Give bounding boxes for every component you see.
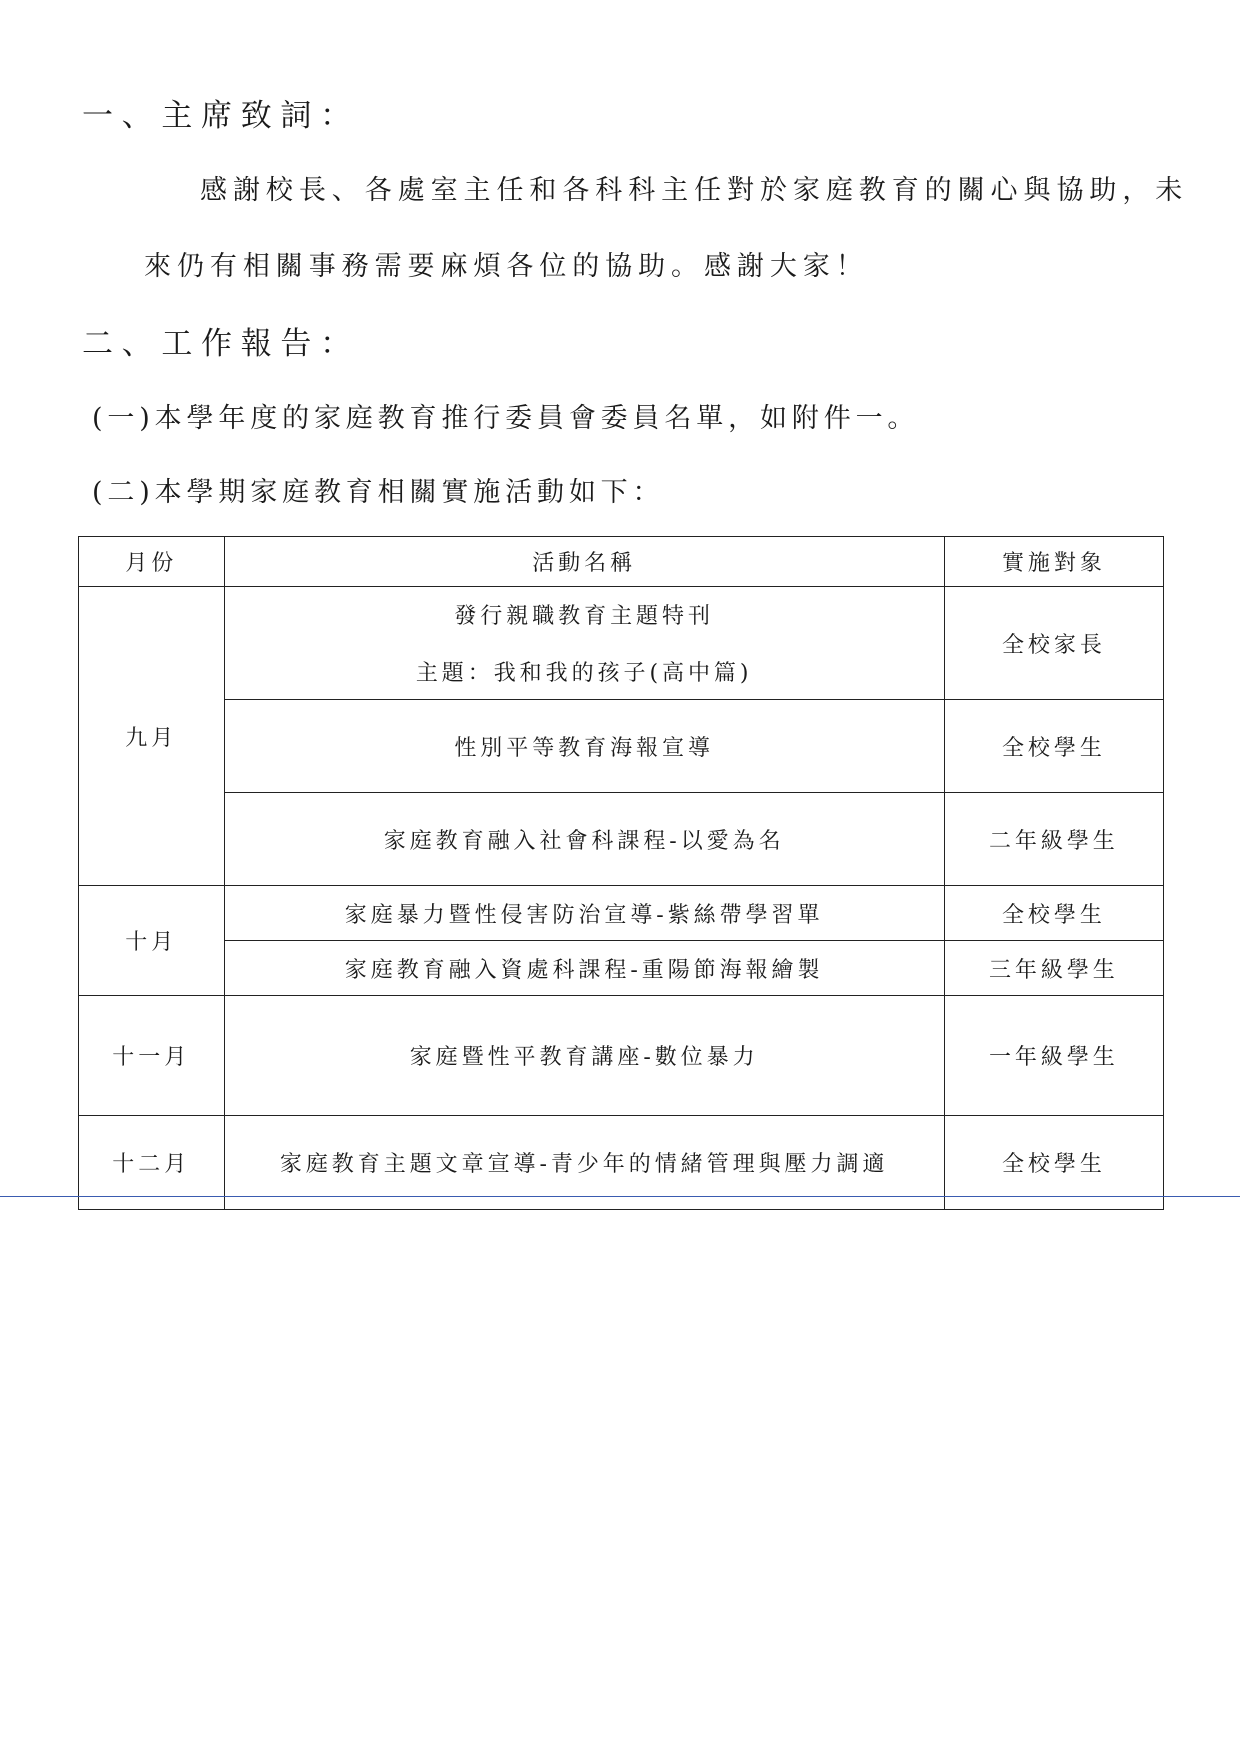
target-cell: 一年級學生 xyxy=(944,996,1163,1116)
table-row xyxy=(79,941,1164,996)
table-row xyxy=(79,886,1164,941)
activity-title: 發行親職教育主題特刊 xyxy=(454,604,714,629)
report-item-1: (一)本學年度的家庭教育推行委員會委員名單，如附件一。 xyxy=(92,403,920,434)
header-activity: 活動名稱 xyxy=(224,537,944,587)
month-cell: 十一月 xyxy=(79,996,225,1116)
report-item-2: (二)本學期家庭教育相關實施活動如下： xyxy=(92,477,665,508)
activity-cell: 性別平等教育海報宣導 xyxy=(224,700,944,793)
month-cell: 九月 xyxy=(79,587,225,886)
activity-table xyxy=(78,536,1164,1210)
table-row xyxy=(79,793,1164,886)
target-cell: 全校學生 xyxy=(944,1116,1163,1210)
target-cell: 二年級學生 xyxy=(944,793,1163,886)
header-target: 實施對象 xyxy=(944,537,1163,587)
section2-heading: 二、工作報告： xyxy=(82,326,360,362)
section1-heading: 一、主席致詞： xyxy=(82,98,360,134)
target-cell: 全校學生 xyxy=(944,886,1163,941)
activity-cell xyxy=(224,587,944,700)
chair-speech-line2: 來仍有相關事務需要麻煩各位的協助。感謝大家！ xyxy=(144,251,869,282)
target-cell: 全校學生 xyxy=(944,700,1163,793)
table-row xyxy=(79,587,1164,700)
scan-artifact-line xyxy=(0,1196,1240,1197)
header-month: 月份 xyxy=(79,537,225,587)
month-cell: 十二月 xyxy=(79,1116,225,1210)
table-row xyxy=(79,996,1164,1116)
month-cell: 十月 xyxy=(79,886,225,996)
activity-cell: 家庭教育融入資處科課程-重陽節海報繪製 xyxy=(224,941,944,996)
target-cell: 全校家長 xyxy=(944,587,1163,700)
chair-speech-line1: 感謝校長、各處室主任和各科科主任對於家庭教育的關心與協助，未 xyxy=(200,175,1189,206)
table-header-row xyxy=(79,537,1164,587)
table-row xyxy=(79,700,1164,793)
activity-cell: 家庭暴力暨性侵害防治宣導-紫絲帶學習單 xyxy=(224,886,944,941)
activity-cell: 家庭教育融入社會科課程-以愛為名 xyxy=(224,793,944,886)
activity-subtitle: 主題：我和我的孩子(高中篇) xyxy=(415,661,753,686)
activity-cell: 家庭暨性平教育講座-數位暴力 xyxy=(224,996,944,1116)
activity-cell: 家庭教育主題文章宣導-青少年的情緒管理與壓力調適 xyxy=(224,1116,944,1210)
target-cell: 三年級學生 xyxy=(944,941,1163,996)
